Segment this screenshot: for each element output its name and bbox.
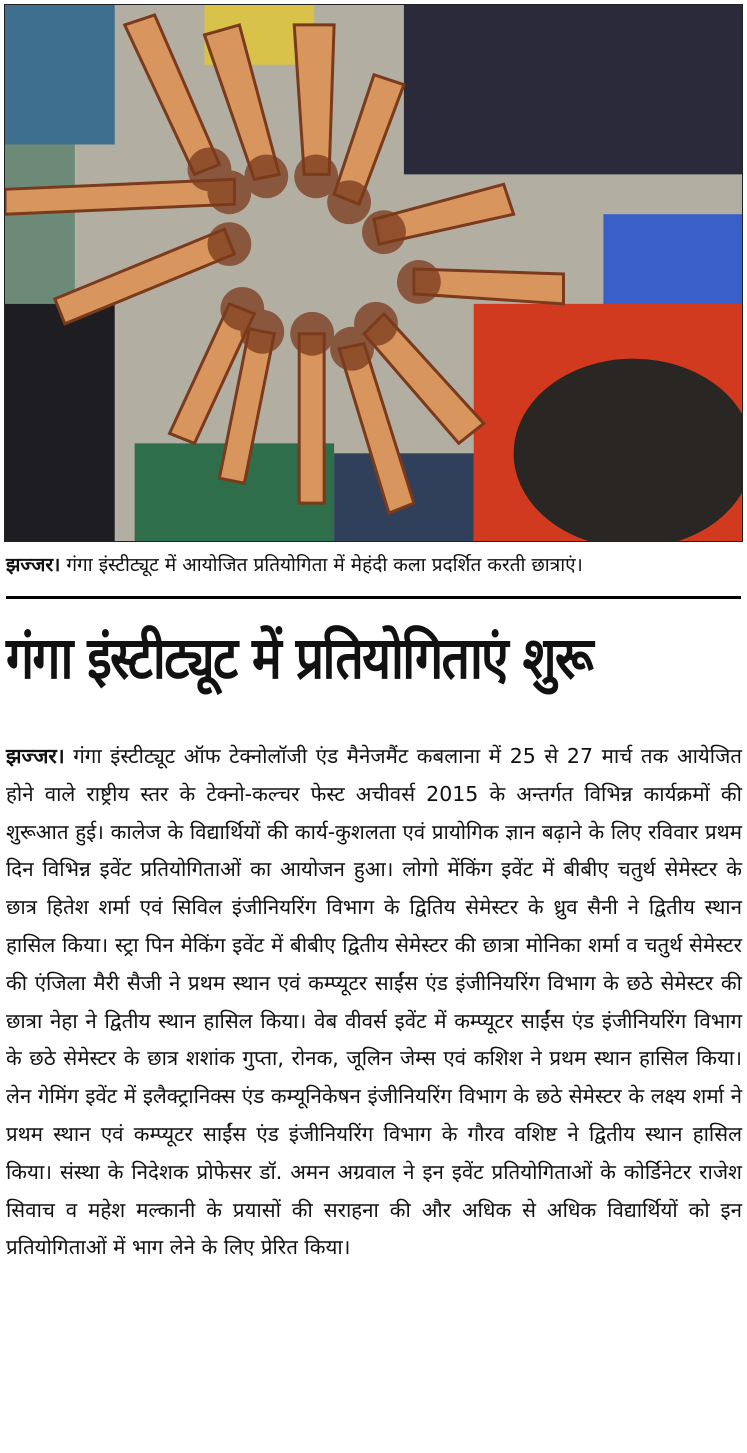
article-text: गंगा इंस्टीट्यूट ऑफ टेक्नोलॉजी एंड मैनेजमैंट कबलाना में 25 से 27 मार्च तक आयेजित होने वाले राष्ट्रीय स्तर के टेक्नो-कल्चर फेस्ट अचीवर्स 2015 के अन्तर्गत विभिन्न कार्यक्रमों की शुरूआत हुई। कालेज के विद्यार्थियों की कार्य-कुशलता एवं प्रायोगिक ज्ञान बढ़ाने के लिए रविवार प्रथम दिन विभिन्न इवेंट प्रतियोगिताओं का आयोजन हुआ। लोगो मेंकिंग इवेंट में बीबीए चतुर्थ सेमेस्टर के छात्र हितेश शर्मा एवं सिविल इंजीनियरिंग विभाग के द्वितिय सेमेस्टर के ध्रुव सैनी ने द्वितीय स्थान हासिल किया। स्ट्रा पिन मेकिंग इवेंट में बीबीए द्वितीय सेमेस्टर की छात्रा मोनिका शर्मा व चतुर्थ सेमेस्टर की एंजिला मैरी सैजी ने प्रथम स्थान एवं कम्प्यूटर साईंस एंड इंजीनियरिंग विभाग के छठे सेमेस्टर की छात्रा नेहा ने द्वितीय स्थान हासिल किया। वेब वीवर्स इवेंट में कम्प्यूटर साईंस एंड इंजीनियरिंग विभाग के छठे सेमेस्टर के छात्र शशांक गुप्ता, रोनक, जूलिन जेम्स एवं कशिश ने प्रथम स्थान हासिल किया। लेन गेमिंग इवेंट में इलैक्ट्रानिक्स एंड कम्यूनिकेषन इंजीनियरिंग विभाग के छठे सेमेस्टर के लक्ष्य शर्मा ने प्रथम स्थान एवं कम्प्यूटर साईंस एंड इंजीनियरिंग विभाग के गौरव वशिष्ट ने द्वितीय स्थान हासिल किया। संस्था के निदेशक प्रोफेसर डॉ. अमन अग्रवाल ने इन इवेंट प्रतियोगिताओं के कोर्डिनेटर राजेश सिवाच व महेश मल्कानी के प्रयासों की सराहना की और अधिक से अधिक विद्यार्थियों को इन प्रतियोगिताओं में भाग लेने के लिए प्रेरित किया। [6,744,742,1260]
divider-rule [6,596,741,599]
caption-dateline: झज्जर। [6,554,61,576]
photo-caption [6,552,742,578]
news-photo [4,4,743,542]
article-body [6,738,742,1267]
caption-text: गंगा इंस्टीट्यूट में आयोजित प्रतियोगिता में मेहंदी कला प्रदर्शित करती छात्राएं। [60,554,583,576]
henna-hands-photo-icon [5,5,742,541]
headline: गंगा इंस्टीट्यूट में प्रतियोगिताएं शुरू [6,624,592,692]
article-dateline: झज्जर। [6,744,65,768]
